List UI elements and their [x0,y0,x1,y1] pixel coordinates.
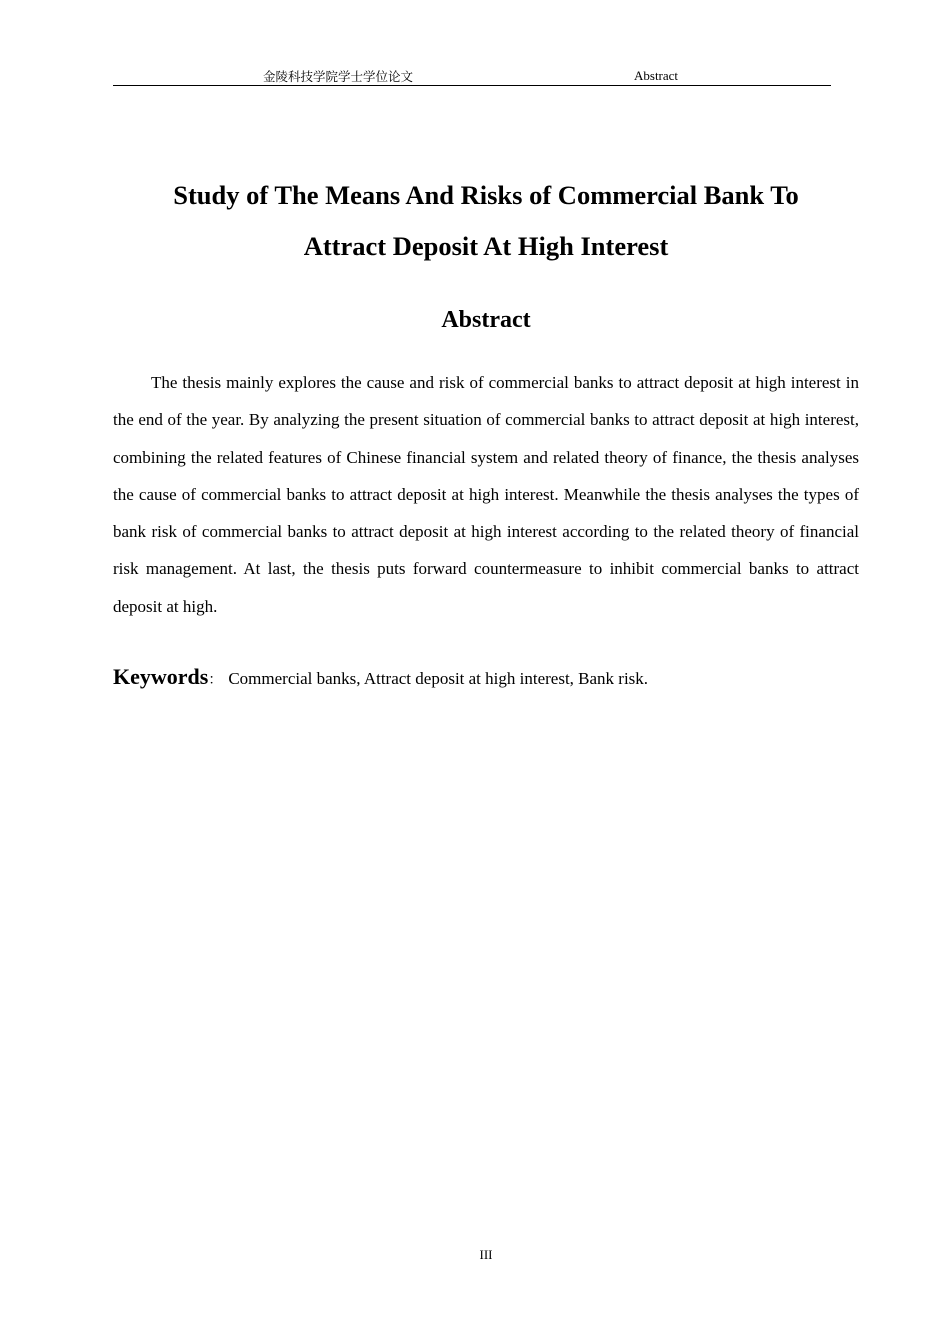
keywords-line [113,660,859,697]
header-institution-title: 金陵科技学院学士学位论文 [263,69,414,84]
abstract-heading: Abstract [441,307,531,333]
thesis-title [113,170,859,272]
keywords-label: Keywords [113,664,209,689]
keywords-text: Commercial banks, Attract deposit at high interest, Bank risk. [228,669,649,688]
page-number: III [479,1247,493,1262]
thesis-title-line-2: Attract Deposit At High Interest [303,231,669,261]
keywords-separator: ： [208,672,223,688]
thesis-title-line-1: Study of The Means And Risks of Commercial Bank To [173,180,799,210]
abstract-body: The thesis mainly explores the cause and risk of commercial banks to attract deposit at high interest in the end of the year. By analyzing the present situation of commercial banks to attract deposit at high interest, combining the related features of Chinese financial system and related theory of finance, the thesis analyses the cause of commercial banks to attract deposit at high interest. Meanwhile the thesis analyses the types of bank risk of commercial banks to attract deposit at high interest according to the related theory of financial risk management. At last, the thesis puts forward countermeasure to inhibit commercial banks to attract deposit at high. [113,373,859,616]
header-section-name: Abstract [634,68,679,83]
running-header [113,66,831,86]
